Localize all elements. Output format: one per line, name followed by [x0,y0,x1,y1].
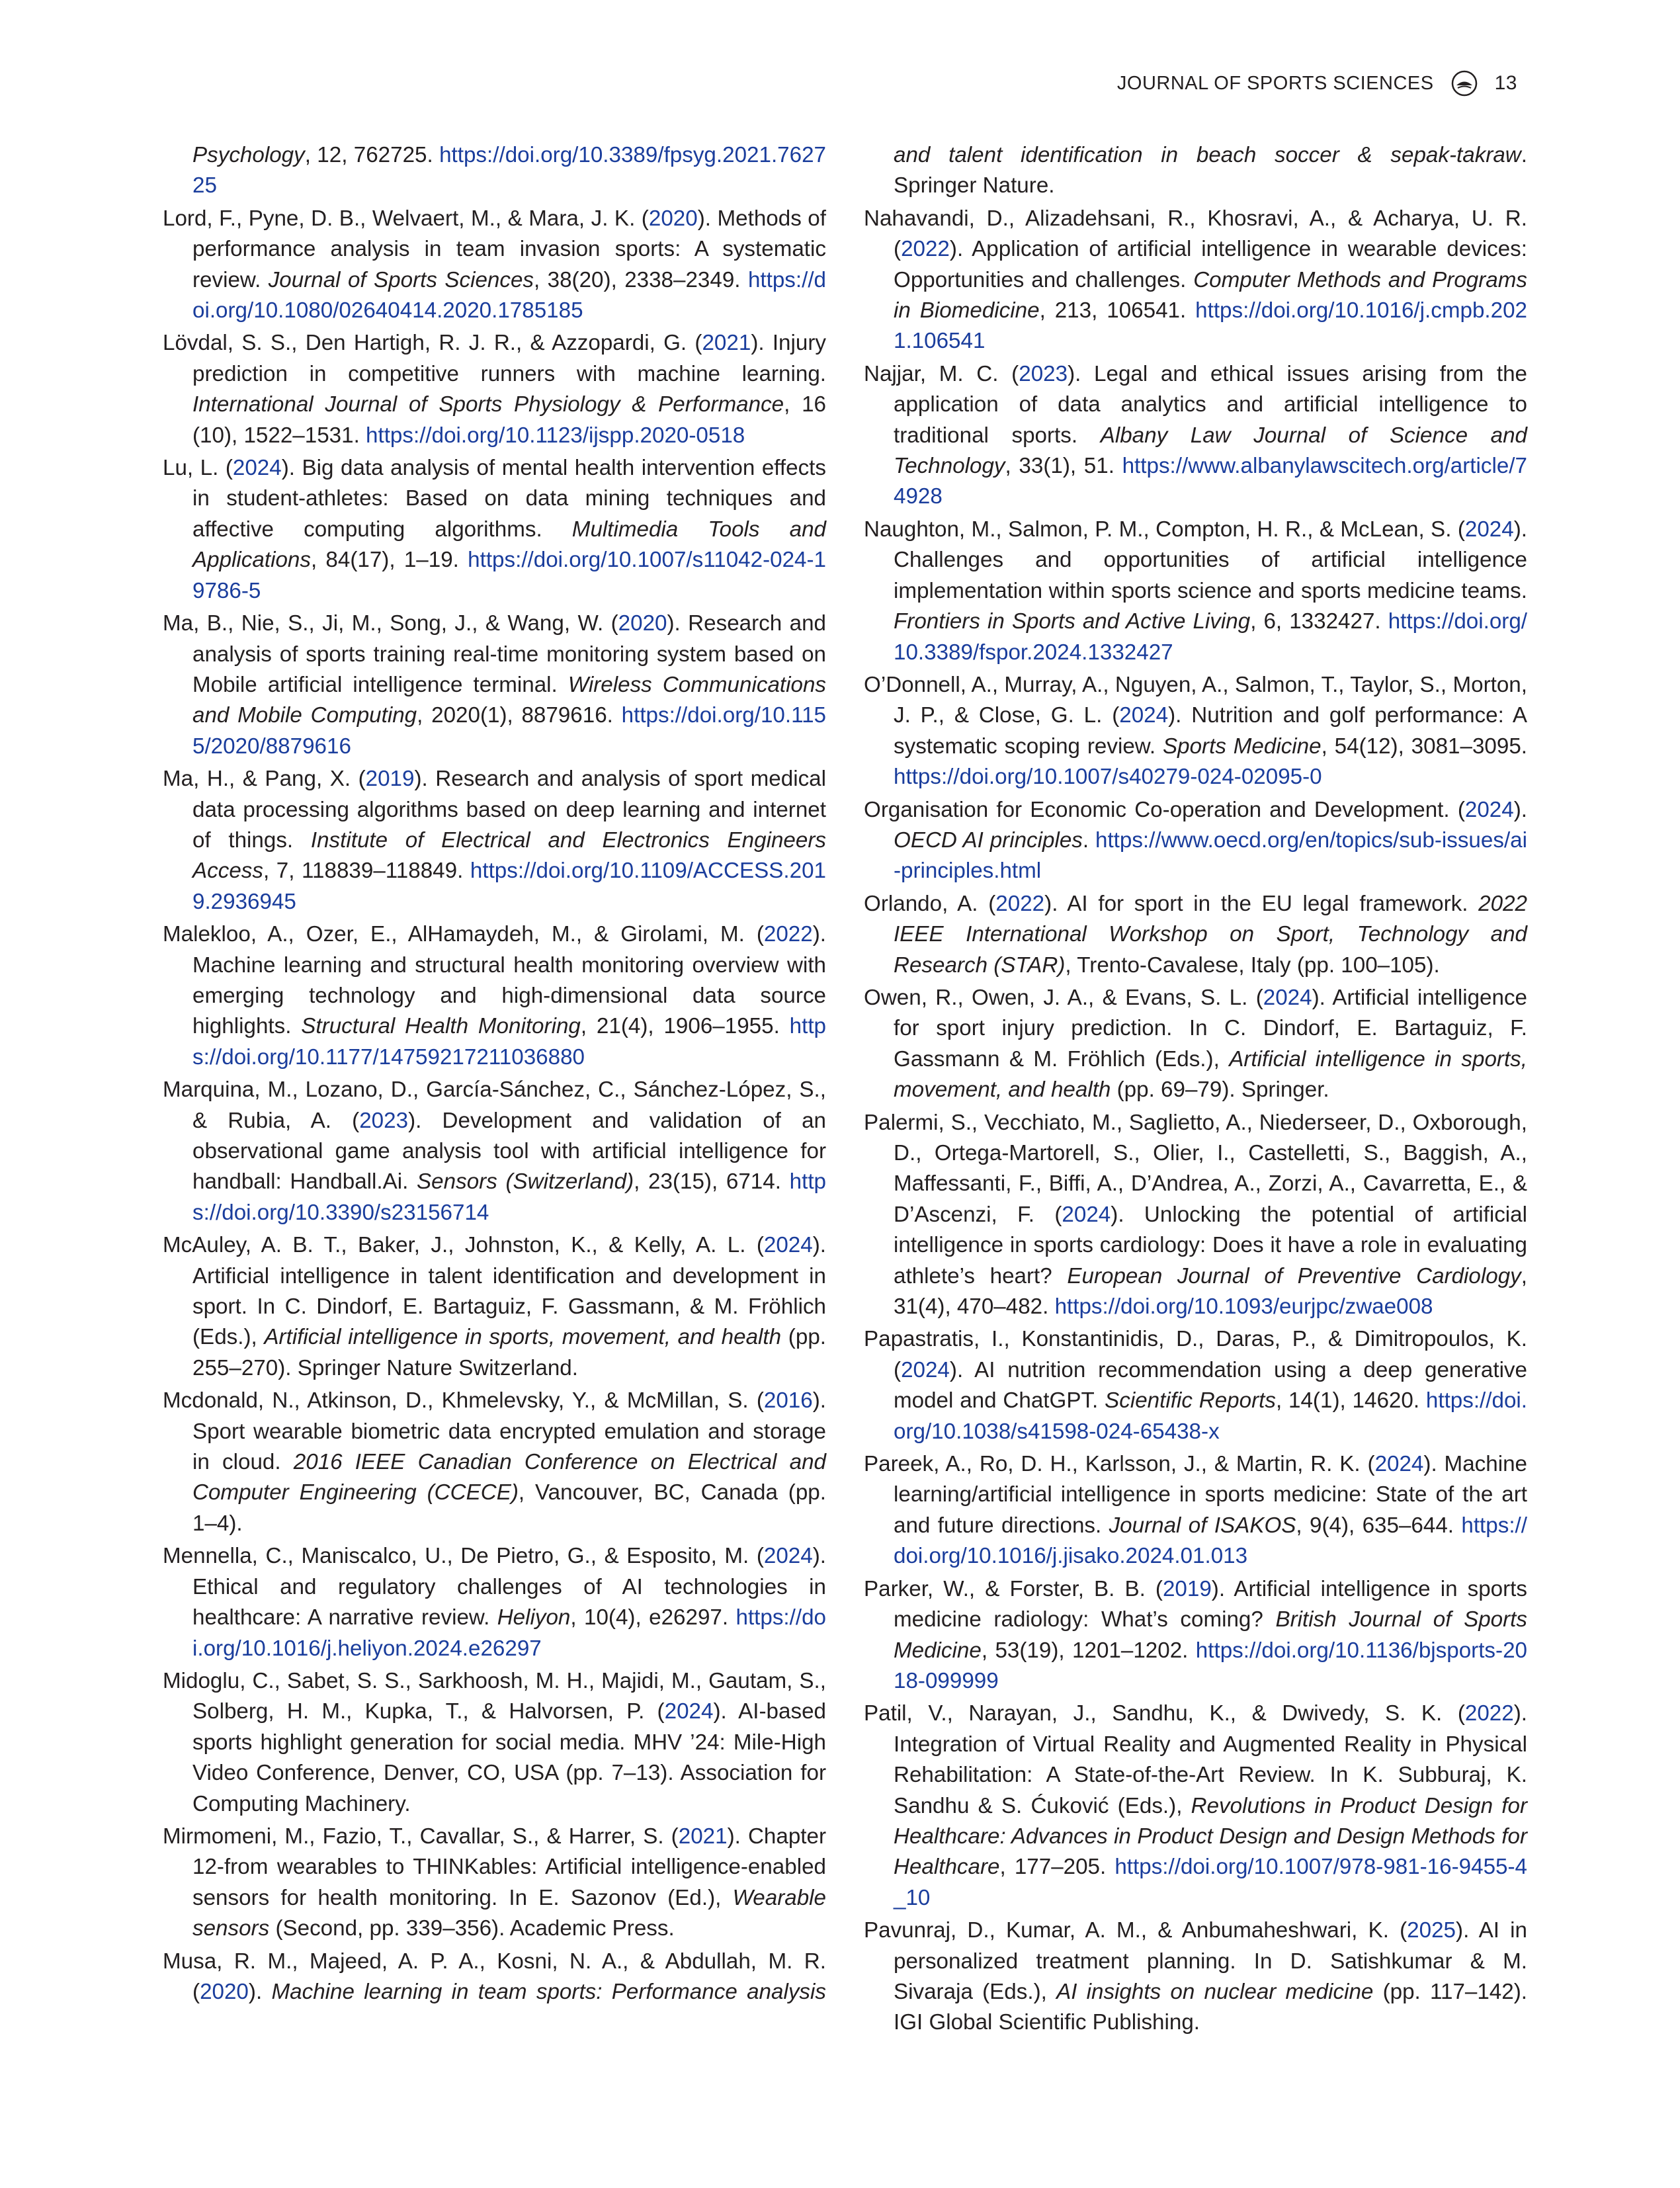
reference-year-link[interactable]: 2024 [1119,703,1169,728]
reference-entry [163,764,826,917]
reference-doi-link[interactable]: https://doi.org/10.1136/bjsports-2018-099999 [894,1638,1527,1693]
reference-details: , 213, 106541. [1039,298,1196,323]
reference-details: , 9(4), 635–644. [1296,1513,1462,1538]
reference-entry [864,889,1527,981]
reference-entry [163,1075,826,1228]
reference-authors: McAuley, A. B. T., Baker, J., Johnston, K., & Kelly, A. L. ( [163,1233,764,1258]
reference-doi-link[interactable]: https://doi.org/10.1007/s40279-024-02095-0 [894,765,1322,790]
reference-source: Frontiers in Sports and Active Living [894,609,1251,634]
reference-source: Psychology [192,143,305,167]
reference-authors: Malekloo, A., Ozer, E., AlHamaydeh, M., & Girolami, M. ( [163,922,764,947]
reference-doi-link[interactable]: https://doi.org/10.1155/2020/8879616 [192,703,826,759]
reference-doi-link[interactable]: https://doi.org/10.1093/eurjpc/zwae008 [1054,1294,1433,1320]
reference-text: ). Legal and ethical issues arising from the application of data analytics and artificial intelligence to traditional sports. [894,361,1527,448]
reference-authors: O’Donnell, A., Murray, A., Nguyen, A., Salmon, T., Taylor, S., Morton, J. P., & Close, G. L. ( [864,672,1527,728]
reference-authors: Parker, W., & Forster, B. B. ( [864,1576,1163,1601]
reference-entry [864,1699,1527,1914]
running-header [1117,70,1517,97]
reference-entry [163,1666,826,1820]
reference-entry [163,140,826,202]
reference-year-link[interactable]: 2020 [648,206,698,231]
reference-authors: Orlando, A. ( [864,891,996,916]
reference-entry [864,795,1527,887]
reference-text: ). Machine learning and structural health monitoring overview with emerging technology and high-dimensional data source highlights. [192,922,826,1039]
reference-doi-link[interactable]: https://www.albanylawscitech.org/article/74928 [894,454,1527,509]
reference-details: , 2020(1), 8879616. [417,703,622,728]
reference-doi-link[interactable]: https://doi.org/10.3390/s23156714 [192,1169,826,1225]
reference-authors: Pareek, A., Ro, D. H., Karlsson, J., & Martin, R. K. ( [864,1452,1375,1477]
reference-source: Journal of Sports Sciences [268,267,534,292]
reference-source: Journal of ISAKOS [1109,1513,1296,1538]
reference-year-link[interactable]: 2021 [678,1824,728,1849]
reference-source: Wireless Communications and Mobile Computing [192,672,826,728]
reference-authors: Papastratis, I., Konstantinidis, D., Daras, P., & Dimitropoulos, K. ( [864,1327,1527,1382]
reference-doi-link[interactable]: https://doi.org/10.1016/j.jisako.2024.01.013 [894,1513,1527,1569]
reference-text: ). Ethical and regulatory challenges of AI technologies in healthcare: A narrative review. [192,1544,826,1630]
reference-details: (pp. 69–79). Springer. [1111,1077,1329,1103]
reference-year-link[interactable]: 2024 [901,1357,950,1382]
reference-doi-link[interactable]: https://doi.org/10.1007/s11042-024-19786-5 [192,548,826,603]
reference-authors: Owen, R., Owen, J. A., & Evans, S. L. ( [864,985,1263,1010]
reference-text: ). [1513,797,1527,822]
reference-details: (Second, pp. 339–356). Academic Press. [269,1916,675,1941]
reference-year-link[interactable]: 2022 [763,922,813,947]
reference-year-link[interactable]: 2023 [359,1108,409,1133]
reference-entry [864,140,1527,202]
reference-year-link[interactable]: 2024 [232,456,282,481]
reference-year-link[interactable]: 2023 [1019,361,1068,386]
reference-entry [864,1915,1527,2039]
reference-text: ). Unlocking the potential of artificial intelligence in sports cardiology: Does it have a role in evaluating athlete’s heart? [894,1202,1527,1288]
reference-source: Artificial intelligence in sports, movement, and health [264,1325,782,1350]
reference-year-link[interactable]: 2020 [618,611,667,636]
reference-year-link[interactable]: 2024 [763,1544,813,1569]
reference-doi-link[interactable]: https://doi.org/10.3389/fpsyg.2021.762725 [192,143,826,198]
reference-source: Heliyon [497,1605,571,1630]
reference-year-link[interactable]: 2024 [763,1233,813,1258]
reference-doi-link[interactable]: https://doi.org/10.1007/978-981-16-9455-4_10 [894,1855,1527,1910]
reference-authors: Ma, B., Nie, S., Ji, M., Song, J., & Wang, W. ( [163,611,618,636]
reference-details: , 53(19), 1201–1202. [981,1638,1196,1663]
reference-text: ). Challenges and opportunities of artificial intelligence implementation within sports science and sports medicine teams. [894,517,1527,603]
reference-source: Wearable sensors [192,1885,826,1941]
reference-text: ). Sport wearable biometric data encrypted emulation and storage in cloud. [192,1388,826,1475]
reference-authors: Marquina, M., Lozano, D., García-Sánchez, C., Sánchez-López, S., & Rubia, A. ( [163,1077,826,1133]
reference-details: , 23(15), 6714. [634,1169,790,1195]
journal-title: JOURNAL OF SPORTS SCIENCES [1116,72,1434,94]
reference-text: ). Big data analysis of mental health intervention effects in student-athletes: Based on data mining techniques and affective computing algorithms. [192,456,826,542]
reference-details: , 16 (10), 1522–1531. [192,392,826,448]
reference-source: 2016 IEEE Canadian Conference on Electrical and Computer Engineering (CCECE) [192,1450,826,1505]
reference-authors: Nahavandi, D., Alizadehsani, R., Khosravi, A., & Acharya, U. R. ( [864,206,1527,262]
reference-authors: Mennella, C., Maniscalco, U., De Pietro, G., & Esposito, M. ( [163,1544,764,1569]
reference-year-link[interactable]: 2016 [763,1388,813,1413]
reference-authors: Ma, H., & Pang, X. ( [163,767,366,792]
reference-source: Machine learning in team sports: Performance analysis [271,1979,826,2004]
reference-text: ). Development and validation of an observational game analysis tool with artificial intelligence for handball: Handball.Ai. [192,1108,826,1195]
reference-entry [163,919,826,1073]
reference-entry [864,983,1527,1106]
reference-details: . Springer Nature. [894,143,1527,198]
reference-year-link[interactable]: 2022 [995,891,1045,916]
reference-doi-link[interactable]: https://www.oecd.org/en/topics/sub-issues/ai-principles.html [894,827,1527,884]
reference-entry [864,204,1527,357]
reference-entry [163,453,826,607]
reference-authors: Midoglu, C., Sabet, S. S., Sarkhoosh, M. H., Majidi, M., Gautam, S., Solberg, H. M., Kupka, T., & Halvorsen, P. ( [163,1668,826,1724]
reference-source: International Journal of Sports Physiology & Performance [192,392,784,417]
left-reference-column [163,140,826,2009]
reference-authors: Pavunraj, D., Kumar, A. M., & Anbumaheshwari, K. ( [864,1918,1407,1943]
reference-text: ). Methods of performance analysis in team invasion sports: A systematic review. [192,206,826,292]
reference-source: Revolutions in Product Design for Healthcare: Advances in Product Design and Design Methods for Healthcare [894,1793,1527,1880]
reference-text: ). Artificial intelligence for sport injury prediction. In C. Dindorf, E. Bartaguiz, F. Gassmann & M. Fröhlich (Eds.), [894,985,1528,1072]
reference-text: ). AI for sport in the EU legal framework. [1044,891,1479,916]
reference-authors: Najjar, M. C. ( [864,361,1019,386]
reference-entry [864,1574,1527,1697]
reference-source: Computer Methods and Programs in Biomedicine [894,267,1527,323]
reference-authors: Patil, V., Narayan, J., Sandhu, K., & Dwivedy, S. K. ( [864,1701,1465,1726]
reference-source: 2022 IEEE International Workshop on Sport, Technology and Research (STAR) [894,891,1527,978]
reference-entry [864,1108,1527,1323]
reference-authors: Musa, R. M., Majeed, A. P. A., Kosni, N. A., & Abdullah, M. R. ( [163,1949,826,2004]
reference-authors: Mirmomeni, M., Fazio, T., Cavallar, S., & Harrer, S. ( [163,1824,679,1849]
reference-text: ). Chapter 12-from wearables to THINKables: Artificial intelligence-enabled sensors for health monitoring. In E. Sazonov (Ed.), [192,1824,827,1910]
reference-text: ). Application of artificial intelligence in wearable devices: Opportunities and challenges. [894,237,1527,292]
reference-entry [864,1449,1527,1572]
reference-source: Artificial intelligence in sports, movement, and health [894,1046,1527,1103]
publisher-logo-icon [1451,70,1478,97]
reference-entry [163,1541,826,1664]
reference-source: AI insights on nuclear medicine [1056,1979,1374,2004]
reference-source: and talent identification in beach soccer & sepak-takraw [894,143,1521,167]
reference-details: , Trento-Cavalese, Italy (pp. 100–105). [1065,952,1440,978]
right-reference-column [864,140,1527,2041]
reference-entry [864,515,1527,668]
reference-authors: Lord, F., Pyne, D. B., Welvaert, M., & Mara, J. K. ( [163,206,649,231]
reference-doi-link[interactable]: https://doi.org/10.1109/ACCESS.2019.2936945 [192,859,826,914]
reference-text: ). Machine learning/artificial intelligence in sports medicine: State of the art and future directions. [894,1452,1527,1538]
reference-authors: Organisation for Economic Co-operation and Development. ( [864,797,1465,822]
reference-source: Albany Law Journal of Science and Technology [894,423,1527,479]
reference-details: , 38(20), 2338–2349. [534,267,748,292]
reference-text: ). Research and analysis of sports training real-time monitoring system based on Mobile artificial intelligence terminal. [192,611,827,697]
reference-text: ). Nutrition and golf performance: A systematic scoping review. [894,703,1527,759]
reference-entry [163,1822,826,1945]
reference-text: ). Integration of Virtual Reality and Augmented Reality in Physical Rehabilitation: A State-of-the-Art Review. In K. Subburaj, K. Sandhu & S. Ćuković (Eds.), [894,1701,1527,1818]
reference-year-link[interactable]: 2024 [1464,517,1514,542]
reference-text: ). Artificial intelligence in talent identification and development in sport. In C. Dindorf, E. Bartaguiz, F. Gassmann, & M. Fröhlich (Eds.), [192,1233,826,1350]
reference-entry [864,1324,1527,1447]
reference-details: , 12, 762725. [304,143,440,167]
reference-text: ). [248,1979,272,2004]
reference-year-link[interactable]: 2022 [1464,1701,1514,1726]
reference-year-link[interactable]: 2024 [1062,1202,1111,1227]
reference-details: (pp. 255–270). Springer Nature Switzerland. [192,1325,826,1380]
reference-text: ). Artificial intelligence in sports medicine radiology: What’s coming? [894,1576,1527,1632]
reference-source: Multimedia Tools and Applications [192,517,826,573]
reference-entry [163,609,826,762]
reference-entry [163,1947,826,2008]
reference-details: , 21(4), 1906–1955. [580,1014,790,1039]
reference-doi-link[interactable]: https://doi.org/10.1038/s41598-024-65438-x [894,1388,1528,1444]
reference-details: , 84(17), 1–19. [310,548,468,573]
reference-source: Structural Health Monitoring [301,1014,581,1039]
reference-source: Sports Medicine [1163,734,1322,759]
reference-year-link[interactable]: 2024 [664,1699,714,1724]
reference-entry [163,204,826,327]
reference-entry [864,359,1527,513]
reference-text: ). AI-based sports highlight generation for social media. MHV ’24: Mile-High Video Conference, Denver, CO, USA (pp. 7–13). Association for Computing Machinery. [192,1699,826,1816]
reference-details: , Vancouver, BC, Canada (pp. 1–4). [192,1480,826,1536]
page-number: 13 [1494,72,1517,94]
reference-text: ). Research and analysis of sport medical data processing algorithms based on deep learning and internet of things. [192,767,827,853]
reference-year-link[interactable]: 2024 [1374,1452,1424,1477]
reference-year-link[interactable]: 2025 [1407,1918,1456,1943]
reference-entry [163,328,826,451]
reference-doi-link[interactable]: https://doi.org/10.1177/14759217211036880 [192,1014,826,1070]
reference-source: Sensors (Switzerland) [417,1169,634,1195]
reference-text: ). AI in personalized treatment planning. In D. Satishkumar & M. Sivaraja (Eds.), [894,1918,1528,2004]
reference-details: , 10(4), e26297. [570,1605,736,1630]
reference-text: ). AI nutrition recommendation using a deep generative model and ChatGPT. [894,1357,1527,1413]
reference-authors: Palermi, S., Vecchiato, M., Saglietto, A., Niederseer, D., Oxborough, D., Ortega-Martorell, S., Olier, I., Castelletti, S., Baggish, A., Maffessanti, F., Biffi, A., D’Andrea, A., Zorzi, A., Cavarretta, E., & D’Ascenzi, F. ( [864,1110,1527,1227]
reference-details: , 6, 1332427. [1250,609,1388,634]
reference-doi-link[interactable]: https://doi.org/10.3389/fspor.2024.1332427 [894,609,1528,665]
reference-doi-link[interactable]: https://doi.org/10.1016/j.heliyon.2024.e26297 [192,1605,827,1661]
reference-details: , 14(1), 14620. [1275,1388,1426,1413]
reference-entry [163,1386,826,1539]
reference-details: . [1082,827,1095,853]
reference-authors: Lu, L. ( [163,456,233,481]
reference-source: European Journal of Preventive Cardiology [1067,1263,1521,1288]
reference-text: ). Injury prediction in competitive runners with machine learning. [192,331,826,386]
reference-entry [163,1230,826,1384]
reference-year-link[interactable]: 2022 [901,237,950,262]
reference-details: , 7, 118839–118849. [263,859,470,884]
reference-details: , 54(12), 3081–3095. [1321,734,1528,759]
reference-doi-link[interactable]: https://doi.org/10.1080/02640414.2020.1785185 [192,267,827,323]
reference-details: , 33(1), 51. [1005,454,1122,479]
reference-year-link[interactable]: 2019 [365,767,415,792]
reference-details: , 31(4), 470–482. [894,1263,1527,1320]
reference-year-link[interactable]: 2024 [1464,797,1514,822]
reference-doi-link[interactable]: https://doi.org/10.1016/j.cmpb.2021.106541 [894,298,1527,354]
reference-source: Scientific Reports [1105,1388,1276,1413]
reference-authors: Mcdonald, N., Atkinson, D., Khmelevsky, Y., & McMillan, S. ( [163,1388,764,1413]
reference-authors: Lövdal, S. S., Den Hartigh, R. J. R., & Azzopardi, G. ( [163,331,702,356]
reference-source: Institute of Electrical and Electronics Engineers Access [192,827,826,884]
reference-details: , 177–205. [999,1855,1115,1880]
reference-doi-link[interactable]: https://doi.org/10.1123/ijspp.2020-0518 [366,423,745,448]
reference-year-link[interactable]: 2019 [1162,1576,1212,1601]
reference-source: British Journal of Sports Medicine [894,1607,1527,1663]
reference-year-link[interactable]: 2021 [702,331,751,356]
reference-year-link[interactable]: 2024 [1263,985,1312,1010]
reference-source: OECD AI principles [894,827,1083,853]
reference-entry [864,670,1527,793]
reference-year-link[interactable]: 2020 [200,1979,249,2004]
reference-details: (pp. 117–142). IGI Global Scientific Publishing. [894,1979,1527,2035]
reference-authors: Naughton, M., Salmon, P. M., Compton, H. R., & McLean, S. ( [864,517,1465,542]
